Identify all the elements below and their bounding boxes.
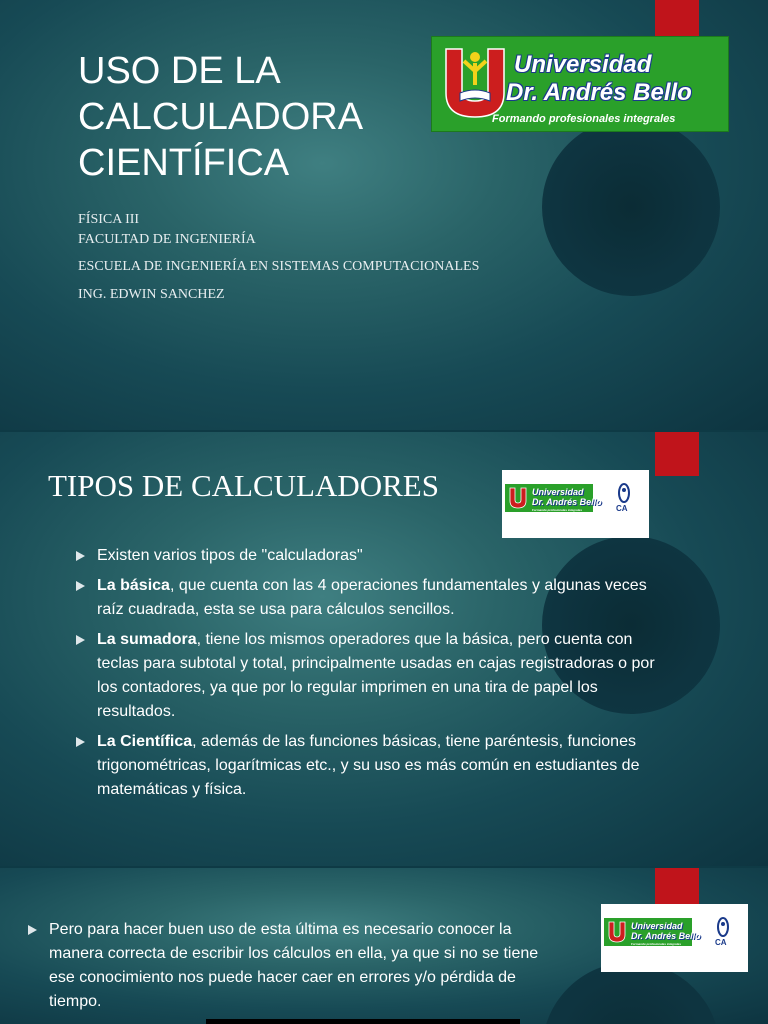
bullet-arrow-icon <box>28 925 37 935</box>
title-line-3: CIENTÍFICA <box>78 142 290 184</box>
university-emblem-icon <box>508 487 528 509</box>
bullet-arrow-icon <box>76 635 85 645</box>
title-line-1: USO DE LA <box>78 50 281 92</box>
subtitle-faculty: FACULTAD DE INGENIERÍA <box>78 232 256 247</box>
bullet-text: , tiene los mismos operadores que la básica, pero cuenta con teclas para subtotal y total, principalmente usadas en cajas registradoras o por los contadores, ya que por lo regular imprimen en una tira de papel los resultados. <box>97 631 655 720</box>
university-emblem-icon <box>607 921 627 943</box>
bullet-list <box>76 544 676 808</box>
accreditation-label: CA <box>715 938 727 947</box>
bullet-arrow-icon <box>76 551 85 561</box>
bottom-divider-bar <box>206 1019 520 1024</box>
university-accreditation-logo <box>502 470 649 538</box>
logo-line-2: Dr. Andrés Bello <box>532 497 602 507</box>
logo-tagline: Formando profesionales integrales <box>532 508 583 512</box>
subtitle-school: ESCUELA DE INGENIERÍA EN SISTEMAS COMPUTACIONALES <box>78 259 480 274</box>
list-item <box>76 628 676 724</box>
logo-line-1: Universidad <box>532 487 584 497</box>
slide-1 <box>0 0 768 430</box>
title-line-2: CALCULADORA <box>78 96 364 138</box>
logo-text <box>631 921 701 941</box>
bullet-bold: La Científica <box>97 733 193 750</box>
logo-text <box>506 51 692 107</box>
logo-line-2: Dr. Andrés Bello <box>506 79 692 106</box>
bullet-arrow-icon <box>76 581 85 591</box>
bullet-bold: La sumadora <box>97 631 197 648</box>
list-item <box>76 730 676 802</box>
bullet-bold: La básica <box>97 577 170 594</box>
university-accreditation-logo <box>601 904 748 972</box>
bullet-list <box>28 918 560 1020</box>
bullet-text: , que cuenta con las 4 operaciones fundamentales y algunas veces raíz cuadrada, esta se usa para cálculos sencillos. <box>97 577 647 618</box>
list-item <box>28 918 560 1014</box>
red-accent-bar <box>655 0 699 36</box>
bullet-text: , además de las funciones básicas, tiene paréntesis, funciones trigonométricas, logarítmicas etc., y su uso es más común en estudiantes de matemáticas y física. <box>97 733 640 798</box>
accreditation-label: CA <box>616 504 628 513</box>
list-item <box>76 544 676 568</box>
bullet-text: Pero para hacer buen uso de esta última es necesario conocer la manera correcta de escribir los cálculos en ella, ya que si no se tiene ese conocimiento nos puede hacer caer en errores y/o pérdida de tiempo. <box>49 921 539 1010</box>
accreditation-seal-icon <box>617 482 631 504</box>
logo-line-1: Universidad <box>631 921 683 931</box>
logo-tagline: Formando profesionales integrales <box>631 942 682 946</box>
decorative-circle <box>542 118 720 296</box>
slide-title <box>78 48 363 186</box>
university-logo <box>431 36 729 132</box>
logo-text <box>532 487 602 507</box>
red-accent-bar <box>655 432 699 476</box>
accreditation-seal-icon <box>716 916 730 938</box>
slide-3 <box>0 868 768 1024</box>
logo-line-2: Dr. Andrés Bello <box>631 931 701 941</box>
university-emblem-icon <box>440 47 510 119</box>
list-item <box>76 574 676 622</box>
bullet-text: Existen varios tipos de "calculadoras" <box>97 547 363 564</box>
slide-title: TIPOS DE CALCULADORES <box>48 468 439 503</box>
red-accent-bar <box>655 868 699 904</box>
logo-line-1: Universidad <box>514 51 652 78</box>
bullet-arrow-icon <box>76 737 85 747</box>
subtitle-instructor: ING. EDWIN SANCHEZ <box>78 287 225 302</box>
subtitle-course: FÍSICA III <box>78 212 140 227</box>
slide-2 <box>0 432 768 866</box>
logo-tagline: Formando profesionales integrales <box>492 113 676 125</box>
